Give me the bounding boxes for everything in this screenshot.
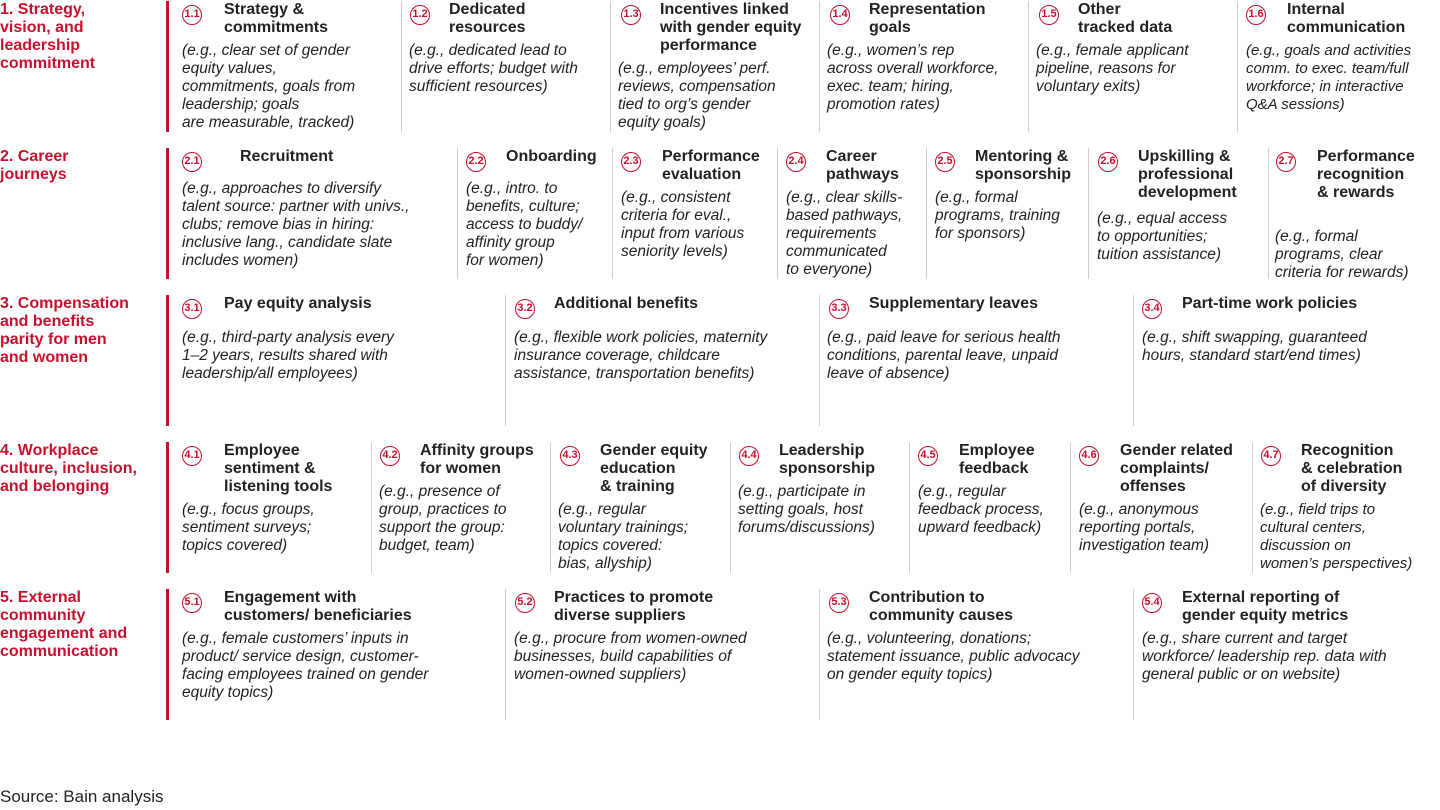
item-number-badge: 4.5 [918, 446, 938, 466]
item-title: Gender equity education & training [600, 442, 708, 495]
item-number-badge: 3.4 [1142, 299, 1162, 319]
item-number-badge: 4.4 [739, 446, 759, 466]
item-title: Part-time work policies [1182, 295, 1358, 312]
item-number-badge: 1.6 [1246, 5, 1266, 25]
item-number-badge: 5.2 [515, 593, 535, 613]
item-number-badge: 1.4 [830, 5, 850, 25]
section-label: 4. Workplace culture, inclusion, and belonging [0, 442, 137, 495]
item-card [169, 589, 505, 720]
item-number-badge: 2.6 [1098, 152, 1118, 172]
item-description: (e.g., intro. to benefits, culture; access to buddy/ affinity group for women) [466, 180, 583, 269]
item-description: (e.g., goals and activities comm. to exec. team/full workforce; in interactive Q&A sessions) [1246, 42, 1412, 113]
item-card [401, 1, 610, 132]
item-number-badge: 1.5 [1039, 5, 1059, 25]
item-title: Performance evaluation [662, 148, 760, 183]
item-number-badge: 5.3 [829, 593, 849, 613]
section-1 [0, 1, 1440, 133]
item-description: (e.g., employees’ perf. reviews, compensation tied to org’s gender equity goals) [618, 60, 776, 131]
item-card [505, 589, 819, 720]
item-description: (e.g., share current and target workforce/ leadership rep. data with general public or on website) [1142, 630, 1387, 683]
item-card [1088, 148, 1268, 279]
item-description: (e.g., anonymous reporting portals, investigation team) [1079, 501, 1210, 554]
item-number-badge: 4.6 [1079, 446, 1099, 466]
item-card [819, 1, 1028, 132]
section-3 [0, 295, 1440, 427]
item-title: Upskilling & professional development [1138, 148, 1237, 201]
item-description: (e.g., field trips to cultural centers, discussion on women’s perspectives) [1260, 501, 1413, 572]
item-number-badge: 3.3 [829, 299, 849, 319]
item-description: (e.g., formal programs, training for sponsors) [935, 189, 1060, 242]
item-description: (e.g., flexible work policies, maternity insurance coverage, childcare assistance, transportation benefits) [514, 329, 768, 382]
item-title: Strategy & commitments [224, 1, 329, 36]
item-card [1268, 148, 1440, 279]
item-title: Practices to promote diverse suppliers [554, 589, 714, 624]
section-label: 3. Compensation and benefits parity for men and women [0, 295, 129, 366]
item-card [169, 148, 457, 279]
item-description: (e.g., women’s rep across overall workforce, exec. team; hiring, promotion rates) [827, 42, 999, 113]
item-number-badge: 3.1 [182, 299, 202, 319]
item-card [610, 1, 819, 132]
item-title: Additional benefits [554, 295, 698, 312]
item-card [505, 295, 819, 426]
item-title: Recognition & celebration of diversity [1301, 442, 1403, 495]
item-card [169, 442, 371, 573]
item-description: (e.g., regular voluntary trainings; topics covered: bias, allyship) [558, 501, 689, 572]
item-number-badge: 1.1 [182, 5, 202, 25]
item-title: Pay equity analysis [224, 295, 372, 312]
item-title: Employee feedback [959, 442, 1035, 477]
item-description: (e.g., third-party analysis every 1–2 years, results shared with leadership/all employees) [182, 329, 394, 382]
item-description: (e.g., clear set of gender equity values, commitments, goals from leadership; goals are measurable, tracked) [182, 42, 356, 131]
item-description: (e.g., volunteering, donations; statement issuance, public advocacy on gender equity topics) [827, 630, 1080, 683]
item-description: (e.g., consistent criteria for eval., input from various seniority levels) [621, 189, 745, 260]
item-description: (e.g., formal programs, clear criteria for rewards) [1275, 228, 1409, 281]
source-note: Source: Bain analysis [0, 787, 164, 806]
item-description: (e.g., participate in setting goals, host forums/discussions) [738, 483, 875, 536]
item-number-badge: 5.4 [1142, 593, 1162, 613]
item-description: (e.g., dedicated lead to drive efforts; budget with sufficient resources) [409, 42, 578, 95]
item-title: Recruitment [240, 148, 334, 165]
item-title: Internal communication [1287, 1, 1406, 36]
item-card [1252, 442, 1440, 573]
item-title: Career pathways [826, 148, 899, 183]
item-card [777, 148, 926, 279]
item-card [1237, 1, 1440, 132]
item-description: (e.g., focus groups, sentiment surveys; topics covered) [182, 501, 315, 554]
item-description: (e.g., shift swapping, guaranteed hours, standard start/end times) [1142, 329, 1367, 364]
item-card [730, 442, 909, 573]
item-title: Performance recognition & rewards [1317, 148, 1415, 201]
item-number-badge: 4.1 [182, 446, 202, 466]
section-2 [0, 148, 1440, 280]
item-description: (e.g., approaches to diversify talent source: partner with univs., clubs; remove bias in hiring: inclusive lang., candidate slate includes women) [182, 180, 410, 269]
item-description: (e.g., female customers’ inputs in product/ service design, customer- facing employees trained on gender equity topics) [182, 630, 429, 701]
item-number-badge: 2.5 [935, 152, 955, 172]
item-number-badge: 2.1 [182, 152, 202, 172]
item-description: (e.g., presence of group, practices to support the group: budget, team) [379, 483, 507, 554]
item-number-badge: 2.3 [621, 152, 641, 172]
item-title: Affinity groups for women [420, 442, 534, 477]
item-number-badge: 1.2 [410, 5, 430, 25]
section-4 [0, 442, 1440, 574]
item-card [371, 442, 550, 573]
item-card [169, 295, 505, 426]
item-description: (e.g., clear skills- based pathways, requirements communicated to everyone) [786, 189, 903, 278]
item-number-badge: 2.4 [786, 152, 806, 172]
item-title: Leadership sponsorship [779, 442, 876, 477]
item-number-badge: 5.1 [182, 593, 202, 613]
item-title: Contribution to community causes [869, 589, 1014, 624]
item-description: (e.g., equal access to opportunities; tuition assistance) [1097, 210, 1228, 263]
item-title: Dedicated resources [449, 1, 526, 36]
item-number-badge: 4.2 [380, 446, 400, 466]
item-card [550, 442, 730, 573]
item-card [819, 589, 1133, 720]
item-card [1070, 442, 1252, 573]
item-title: Representation goals [869, 1, 986, 36]
item-number-badge: 4.7 [1261, 446, 1281, 466]
section-label: 5. External community engagement and communication [0, 589, 128, 660]
item-card [1133, 589, 1440, 720]
item-card [909, 442, 1070, 573]
item-title: Supplementary leaves [869, 295, 1038, 312]
section-5 [0, 589, 1440, 721]
item-card [169, 1, 401, 132]
item-card [926, 148, 1088, 279]
item-title: Gender related complaints/ offenses [1120, 442, 1233, 495]
item-card [819, 295, 1133, 426]
item-card [612, 148, 777, 279]
item-number-badge: 2.7 [1276, 152, 1296, 172]
item-number-badge: 3.2 [515, 299, 535, 319]
section-label: 1. Strategy, vision, and leadership commitment [0, 1, 96, 72]
item-description: (e.g., regular feedback process, upward feedback) [918, 483, 1044, 536]
item-card [1133, 295, 1440, 426]
item-description: (e.g., paid leave for serious health conditions, parental leave, unpaid leave of absence) [827, 329, 1061, 382]
item-number-badge: 1.3 [621, 5, 641, 25]
item-title: Incentives linked with gender equity performance [660, 1, 802, 54]
item-number-badge: 2.2 [466, 152, 486, 172]
item-title: Employee sentiment & listening tools [224, 442, 333, 495]
item-description: (e.g., female applicant pipeline, reasons for voluntary exits) [1036, 42, 1189, 95]
item-description: (e.g., procure from women-owned businesses, build capabilities of women-owned suppliers) [514, 630, 747, 683]
section-label: 2. Career journeys [0, 148, 69, 183]
item-card [1028, 1, 1237, 132]
item-title: Mentoring & sponsorship [975, 148, 1072, 183]
item-number-badge: 4.3 [560, 446, 580, 466]
item-card [457, 148, 612, 279]
item-title: Onboarding [506, 148, 597, 165]
item-title: External reporting of gender equity metrics [1182, 589, 1349, 624]
item-title: Other tracked data [1078, 1, 1173, 36]
item-title: Engagement with customers/ beneficiaries [224, 589, 412, 624]
